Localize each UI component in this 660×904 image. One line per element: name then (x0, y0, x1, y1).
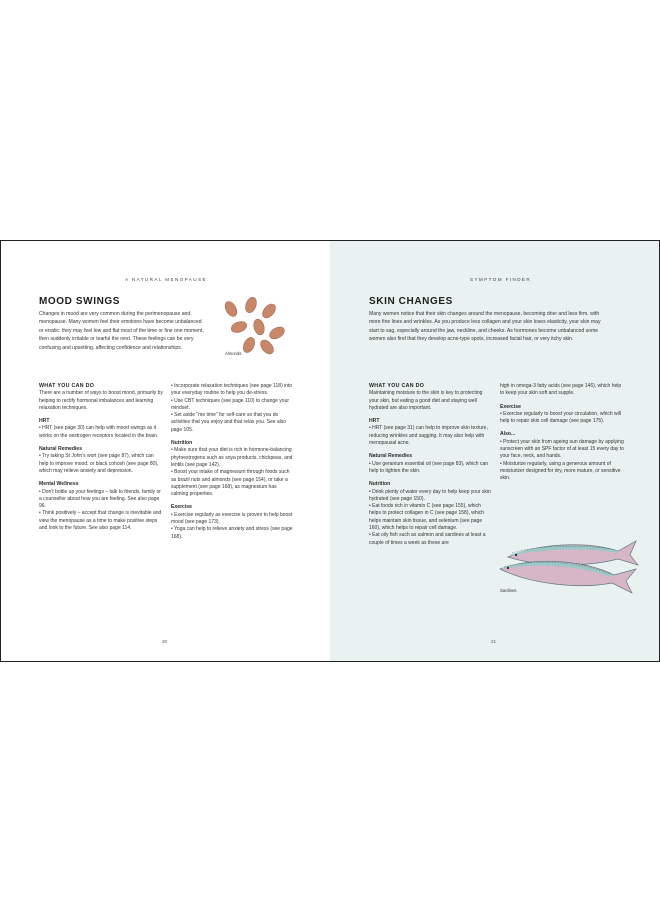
left-column-1 (39, 383, 163, 532)
heading-what-you-can-do: WHAT YOU CAN DO (369, 383, 425, 389)
paragraph: • Try taking St John's wort (see page 87), which can help to improve mood, or black cohosh (see page 80), which may relieve anxiety and depression. (39, 453, 159, 474)
page-number-left: 20 (162, 639, 168, 644)
right-column-2 (500, 383, 625, 483)
almond-4 (230, 320, 248, 335)
intro-paragraph-right: Many women notice that their skin changes around the menopause, becoming drier and less firm, with more fine lines and wrinkles. As you produce less collagen and your skin loses elasticity, your skin may start to sag, especially around the jaw, neckline, and cheeks. As hormones become unbalanced some women also find that they develop acne-type spots, increased facial hair, or very itchy skin. (369, 311, 601, 343)
almond-7 (241, 336, 257, 355)
bullet: • Moisturize regularly, using a generous amount of moisturizer designed for dry, more mature, or sensitive skin. (500, 460, 621, 482)
running-head-right: SYMPTOM FINDER (470, 277, 532, 282)
book-spread (0, 240, 660, 662)
heading-exercise: Exercise (171, 504, 192, 511)
page-number-right: 21 (491, 639, 497, 644)
almond-3 (260, 302, 278, 321)
heading-mental-wellness: Mental Wellness (39, 481, 79, 488)
almond-5 (252, 318, 266, 336)
bullet: • Eat foods rich in vitamin C (see page 155), which helps to protect collagen in C (see page 158), which helps maintain skin tissue, and selenium (see page 160), which helps to repair cell damage. (369, 503, 485, 532)
sardines-illustration (498, 535, 648, 603)
sardines-caption: Sardines (500, 588, 517, 593)
almonds-illustration (217, 297, 297, 359)
bullet: • Use geranium essential oil (see page 83), which can help to tighten the skin. (369, 460, 489, 474)
paragraph: high in omega-3 fatty acids (see page 146), which help to keep your skin soft and supple. (500, 383, 622, 397)
bullet: • Make sure that your diet is rich in hormone-balancing phytoestrogens such as soya products, chickpeas, and lentils (see page 142). (171, 447, 293, 468)
bullet: • Boost your intake of magnesium through foods such as brazil nuts and almonds (see page 154), or take a supplement (see page 168), as magnesium has calming properties. (171, 469, 290, 498)
almond-2 (244, 297, 259, 314)
almond-6 (268, 325, 287, 342)
bullet: • HRT (see page 31) can help to improve skin texture, reducing wrinkles and sagging. It may also help with menopausal acne. (369, 425, 488, 447)
bullet: • Drink plenty of water every day to help keep your skin hydrated (see page 150). (369, 488, 491, 502)
bullet: • Think positively – accept that change is inevitable and view the menopause as a time to make positive steps and look to the future. See also page 114. (39, 510, 162, 532)
almond-8 (258, 338, 276, 357)
bullet: • Eat oily fish such as salmon and sardines at least a couple of times a week as these are (369, 532, 486, 546)
sardine-bottom (500, 561, 636, 593)
heading-also: Also... (500, 431, 516, 438)
heading-hrt: HRT (369, 418, 380, 425)
right-column-1 (369, 383, 493, 547)
page-title-mood-swings: MOOD SWINGS (39, 296, 121, 307)
heading-what-you-can-do: WHAT YOU CAN DO (39, 383, 95, 389)
bullet: • Exercise regularly to boost your circulation, which will help to repair skin cell damage (see page 175). (500, 410, 621, 425)
almonds-caption: Almonds (225, 351, 242, 356)
bullet: • Use CBT techniques (see page 110) to change your mindset. (171, 397, 290, 411)
bullet: • Set aside "me time" for self-care so that you do activities that you enjoy and that relax you. See also page 105. (171, 412, 287, 433)
left-page (1, 241, 330, 661)
paragraph: • HRT (see page 30) can help with mood swings as it works on the oestrogen receptors located in the brain. (39, 425, 159, 439)
heading-exercise: Exercise (500, 403, 521, 410)
heading-natural-remedies: Natural Remedies (369, 453, 413, 460)
right-page (330, 241, 659, 661)
almond-1 (223, 300, 240, 319)
bullet: • Exercise regularly as exercise is proven to help boost mood (see page 173). (171, 511, 293, 526)
sardine-top (508, 541, 638, 565)
paragraph: Maintaining moisture to the skin is key to protecting your skin, but eating a good diet and staying well hydrated are also important. (369, 390, 483, 411)
bullet: • Don't bottle up your feelings – talk to friends, family or a counsellor about how you are feeling. See also page 96. (39, 488, 161, 510)
page-title-skin-changes: SKIN CHANGES (369, 296, 453, 307)
heading-natural-remedies: Natural Remedies (39, 446, 83, 453)
running-head-left: A NATURAL MENOPAUSE (125, 277, 207, 282)
bullet: • Yoga can help to relieve anxiety and stress (see page 168). (171, 526, 293, 540)
heading-nutrition: Nutrition (171, 440, 193, 447)
bullet: • Incorporate relaxation techniques (see page 118) into your everyday routine to help you de-stress. (171, 383, 293, 397)
heading-hrt: HRT (39, 418, 50, 425)
heading-nutrition: Nutrition (369, 481, 391, 488)
paragraph: There are a number of ways to boost mood, primarily by helping to rectify hormonal imbalances and learning relaxation techniques. (39, 390, 163, 411)
intro-paragraph-left: Changes in mood are very common during the perimenopause and menopause. Many women feel their emotions have become unbalanced or erratic: they may feel low and flat most of the time or fine one moment, then suddenly irritable or tearful the next. These feelings can be very confusing and upsetting, affecting confidence and relationships. (39, 311, 204, 351)
left-column-2 (171, 383, 295, 541)
bullet: • Protect your skin from ageing sun damage by applying sunscreen with an SPF factor of at least 15 every day to your face, neck, and hands. (500, 438, 624, 460)
